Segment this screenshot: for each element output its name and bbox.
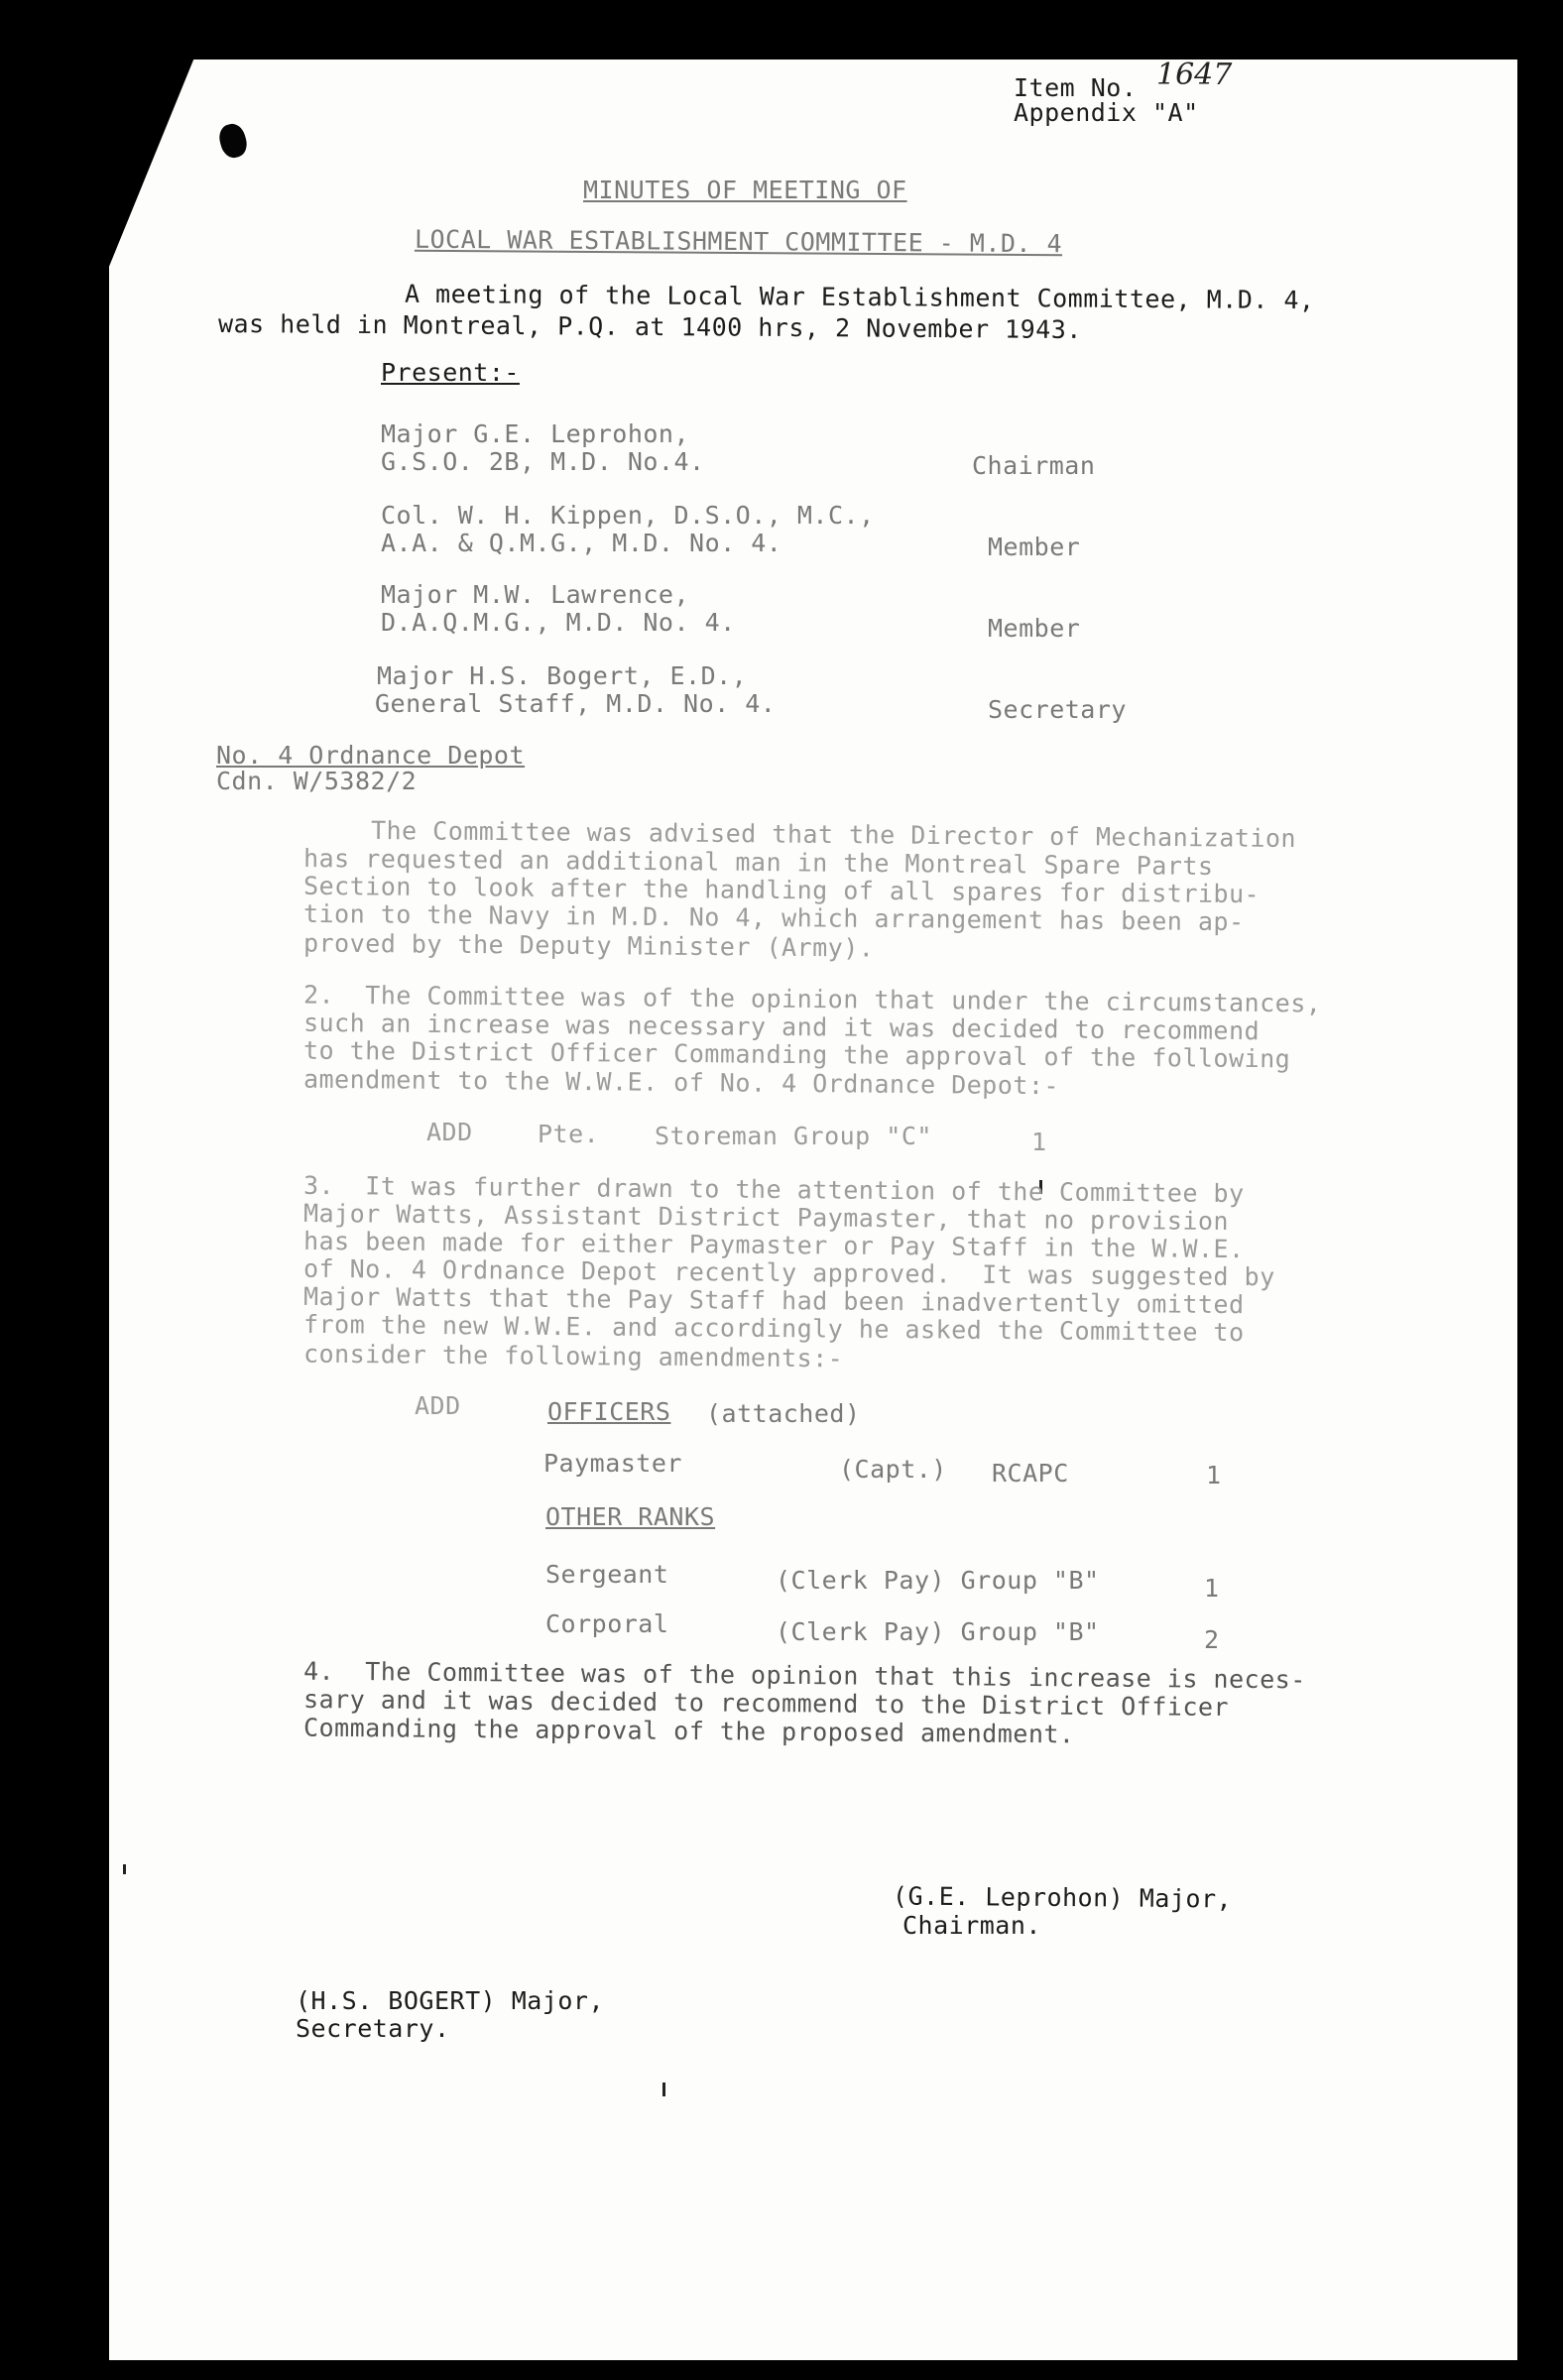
para3-line: has been made for either Paymaster or Pay Staff in the W.W.E.: [302, 1226, 1245, 1264]
chairman-title: Chairman.: [902, 1911, 1041, 1940]
quantity: 1: [1204, 1574, 1220, 1603]
para3-line: from the new W.W.E. and accordingly he asked the Committee to: [302, 1309, 1245, 1348]
attendee-role: Chairman: [972, 451, 1096, 480]
attendee-name: Major M.W. Lawrence,: [381, 580, 690, 609]
quantity: 1: [1206, 1461, 1222, 1489]
attendee-title: D.A.Q.M.G., M.D. No. 4.: [381, 608, 736, 637]
para1-line: Section to look after the handling of all spares for distribu-: [302, 871, 1261, 909]
para3-line: 3. It was further drawn to the attention of the Committee by: [302, 1170, 1245, 1209]
chairman-signature: (G.E. Leprohon) Major,: [892, 1881, 1233, 1914]
attendee-role: Secretary: [988, 695, 1127, 724]
description: (Clerk Pay) Group "B": [776, 1617, 1100, 1646]
attendee-title: General Staff, M.D. No. 4.: [375, 689, 777, 718]
para1-line: tion to the Navy in M.D. No 4, which arrangement has been ap-: [302, 898, 1245, 937]
quantity: 2: [1204, 1625, 1220, 1654]
para3-line: of No. 4 Ordnance Depot recently approved. It was suggested by: [302, 1253, 1275, 1292]
description: Storeman Group "C": [655, 1122, 932, 1150]
document-title: MINUTES OF MEETING OF: [583, 176, 907, 204]
attendee-name: Major H.S. Bogert, E.D.,: [377, 661, 748, 690]
para4-line: Commanding the approval of the proposed amendment.: [302, 1713, 1075, 1749]
add-label: ADD: [426, 1118, 473, 1146]
para4-line: 4. The Committee was of the opinion that this increase is neces-: [302, 1656, 1306, 1695]
para1-line: has requested an additional man in the Montreal Spare Parts: [302, 843, 1214, 882]
add-label: ADD: [415, 1391, 461, 1420]
intro-line-1: A meeting of the Local War Establishment Committee, M.D. 4,: [404, 279, 1315, 315]
para2-line: to the District Officer Commanding the approval of the following: [302, 1035, 1291, 1074]
rank: Sergeant: [545, 1560, 669, 1589]
attendee-name: Col. W. H. Kippen, D.S.O., M.C.,: [381, 501, 875, 530]
para3-line: Major Watts that the Pay Staff had been inadvertently omitted: [302, 1281, 1245, 1320]
scan-speck: [662, 2082, 665, 2096]
item-number-label: Item No.: [1014, 73, 1138, 102]
intro-line-2: was held in Montreal, P.Q. at 1400 hrs, 2 November 1943.: [217, 308, 1082, 345]
subject-line-2: Cdn. W/5382/2: [216, 767, 418, 795]
rank: Paymaster: [543, 1449, 682, 1478]
scan-speck: [123, 1864, 126, 1874]
officers-attached: (attached): [706, 1399, 861, 1428]
present-heading: Present:-: [381, 358, 520, 387]
secretary-signature: (H.S. BOGERT) Major,: [296, 1986, 605, 2015]
attendee-name: Major G.E. Leprohon,: [381, 419, 690, 448]
officers-heading: OFFICERS: [547, 1397, 671, 1426]
para3-line: consider the following amendments:-: [302, 1339, 844, 1373]
para2-line: such an increase was necessary and it was decided to recommend: [302, 1008, 1261, 1046]
para2-line: 2. The Committee was of the opinion that under the circumstances,: [302, 980, 1322, 1018]
rank: Corporal: [545, 1609, 669, 1638]
attendee-title: G.S.O. 2B, M.D. No.4.: [381, 447, 705, 476]
para1-line: The Committee was advised that the Director of Mechanization: [370, 815, 1297, 854]
attendee-title: A.A. & Q.M.G., M.D. No. 4.: [381, 529, 782, 557]
attendee-role: Member: [988, 614, 1081, 643]
para1-line: proved by the Deputy Minister (Army).: [302, 928, 875, 963]
secretary-title: Secretary.: [296, 2014, 450, 2043]
other-ranks-heading: OTHER RANKS: [545, 1502, 716, 1531]
para3-line: Major Watts, Assistant District Paymaster, that no provision: [302, 1198, 1230, 1237]
para2-line: amendment to the W.W.E. of No. 4 Ordnance Depot:-: [302, 1064, 1060, 1101]
document-subtitle: LOCAL WAR ESTABLISHMENT COMMITTEE - M.D. 4: [414, 224, 1063, 259]
item-number-handwritten: 1647: [1156, 58, 1233, 92]
quantity: 1: [1031, 1128, 1047, 1156]
subject-line-1: No. 4 Ordnance Depot: [216, 741, 526, 770]
description: (Clerk Pay) Group "B": [776, 1566, 1100, 1595]
corps: RCAPC: [992, 1459, 1069, 1488]
appendix-label: Appendix "A": [1014, 98, 1199, 127]
description: (Capt.): [839, 1455, 947, 1484]
rank: Pte.: [538, 1120, 600, 1148]
attendee-role: Member: [988, 533, 1081, 561]
para4-line: sary and it was decided to recommend to the District Officer: [302, 1684, 1230, 1723]
